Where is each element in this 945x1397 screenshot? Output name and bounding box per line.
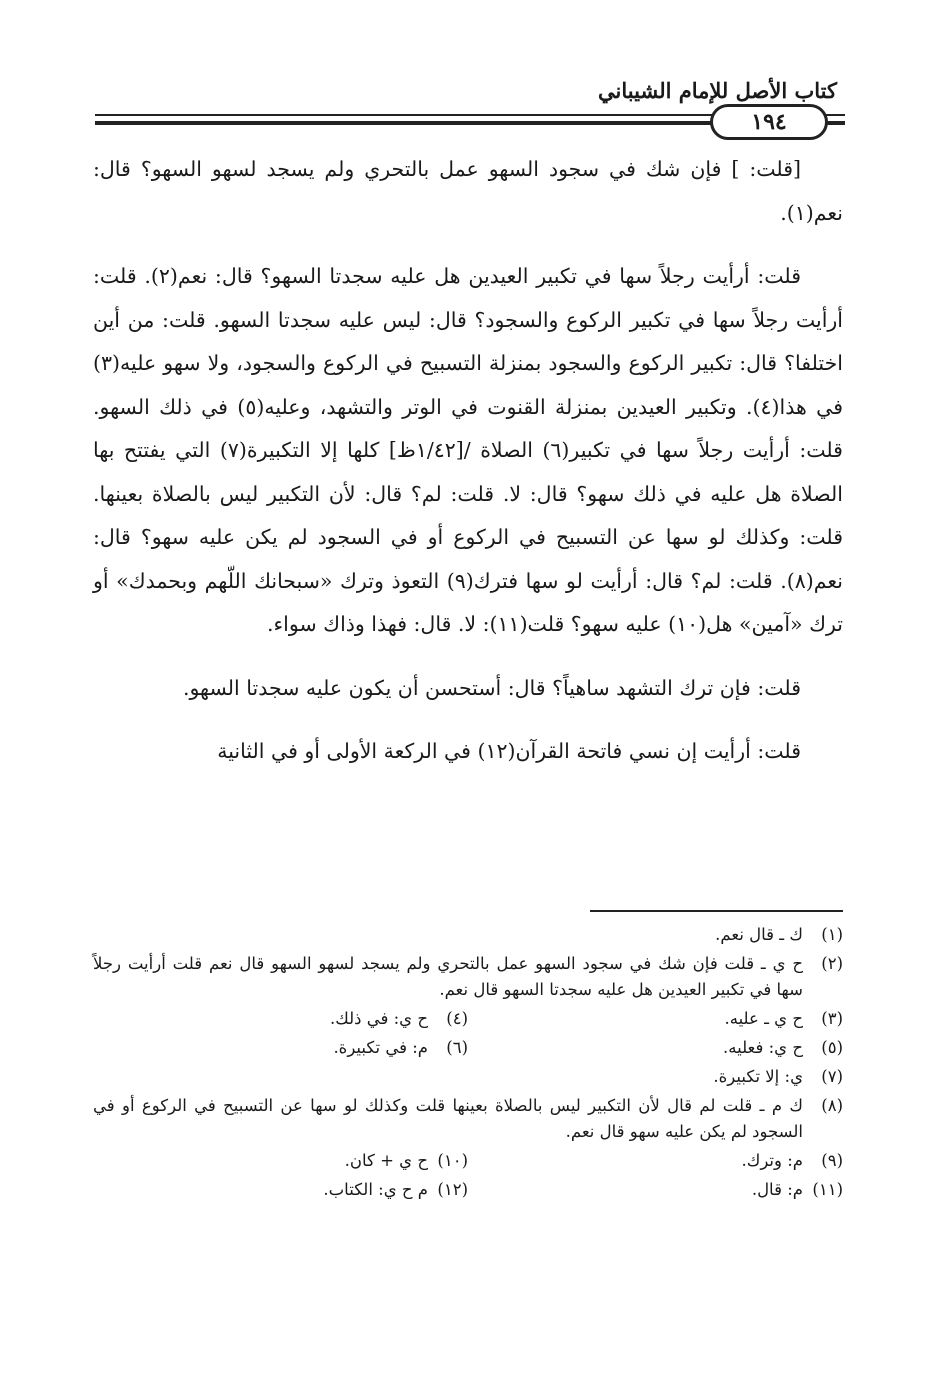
paragraph: قلت: فإن ترك التشهد ساهياً؟ قال: أستحسن أن يكون عليه سجدتا السهو. xyxy=(182,675,801,700)
footnote-row xyxy=(93,1177,843,1203)
paragraph: قلت: أرأيت إن نسي فاتحة القرآن(١٢) في الركعة الأولى أو في الثانية xyxy=(217,739,801,763)
footnote-text: ح ي ـ قلت فإن شك في سجود السهو عمل بالتحري ولم يسجد لسهو السهو قال نعم قلت أرأيت رجلاً سها في تكبير العيدين هل عليه سجدتا السهو قال نعم. xyxy=(93,954,803,999)
footnote-number: (٩) xyxy=(821,1151,843,1170)
paragraph: [قلت: ] فإن شك في سجود السهو عمل بالتحري ولم يسجد لسهو السهو؟ قال: نعم(١). xyxy=(93,157,843,225)
footnote xyxy=(93,1006,468,1032)
footnote xyxy=(93,1177,468,1203)
footnote xyxy=(468,1006,843,1032)
running-header-title: كتاب الأصل للإمام الشيباني xyxy=(598,78,837,103)
footnote-number: (٤) xyxy=(446,1009,468,1028)
footnote-text: م: قال. xyxy=(751,1180,803,1199)
footnote-number: (٢) xyxy=(821,954,843,973)
page-number-badge: ١٩٤ xyxy=(710,104,828,140)
footnote xyxy=(93,951,843,1003)
footnote xyxy=(93,922,843,948)
footnote-number: (٥) xyxy=(821,1038,843,1057)
footnote-text: ح ي ـ عليه. xyxy=(724,1009,803,1028)
footnote-text: م ح ي: الكتاب. xyxy=(323,1180,428,1199)
footnote xyxy=(468,1177,843,1203)
footnote-number: (١) xyxy=(821,925,843,944)
footnote-text: ي: إلا تكبيرة. xyxy=(713,1067,803,1086)
footnote-text: م: وترك. xyxy=(741,1151,803,1170)
footnote-row xyxy=(93,1148,843,1174)
footnote-number: (١٢) xyxy=(437,1180,468,1199)
footnote-text: م: في تكبيرة. xyxy=(333,1038,428,1057)
footnote-number: (٧) xyxy=(821,1067,843,1086)
footnote-row xyxy=(93,1035,843,1061)
footnote-number: (٨) xyxy=(821,1096,843,1115)
footnote-number: (١٠) xyxy=(437,1151,468,1170)
footnote xyxy=(468,1148,843,1174)
footnote-text: ك ـ قال نعم. xyxy=(715,925,803,944)
footnote xyxy=(93,1148,468,1174)
footnote-number: (٣) xyxy=(821,1009,843,1028)
footnote-text: ح ي + كان. xyxy=(344,1151,428,1170)
footnote-row xyxy=(93,1006,843,1032)
footnotes xyxy=(93,922,843,1206)
footnote-separator xyxy=(590,910,843,912)
footnote xyxy=(93,1064,843,1090)
footnote-number: (١١) xyxy=(812,1180,843,1199)
footnote xyxy=(93,1035,468,1061)
paragraph: قلت: أرأيت رجلاً سها في تكبير العيدين هل عليه سجدتا السهو؟ قال: نعم(٢). قلت: أرأيت رجلاً سها في تكبير الركوع والسجود؟ قال: ليس عليه سجدتا السهو. قلت: من أين اختلفا؟ قال: تكبير الركوع والسجود بمنزلة التسبيح في الركوع والسجود، ولا سهو عليه(٣) في هذا(٤). وتكبير العيدين بمنزلة القنوت في الوتر والتشهد، وعليه(٥) في ذلك السهو. قلت: أرأيت رجلاً سها في تكبير(٦) الصلاة /[١/٤٢ظ] كلها إلا التكبيرة(٧) التي يفتتح بها الصلاة هل عليه في ذلك سهو؟ قال: لا. قلت: لم؟ قال: لأن التكبير ليس بالصلاة بعينها. قلت: وكذلك لو سها عن التسبيح في الركوع أو في السجود لم يكن عليه سهو؟ قال: نعم(٨). قلت: لم؟ قال: أرأيت لو سها فترك(٩) التعوذ وترك «سبحانك اللّهم وبحمدك» أو ترك «آمين» هل(١٠) عليه سهو؟ قلت(١١): لا. قال: فهذا وذاك سواء. xyxy=(93,264,843,636)
footnote-text: ك م ـ قلت لم قال لأن التكبير ليس بالصلاة بعينها قلت وكذلك لو سها عن التسبيح في الركوع أو في السجود لم يكن عليه سهو قال نعم. xyxy=(93,1096,803,1141)
footnote xyxy=(468,1035,843,1061)
footnote-text: ح ي: في ذلك. xyxy=(329,1009,428,1028)
footnote xyxy=(93,1093,843,1145)
footnote-number: (٦) xyxy=(446,1038,468,1057)
main-text xyxy=(93,148,843,774)
footnote-text: ح ي: فعليه. xyxy=(723,1038,803,1057)
